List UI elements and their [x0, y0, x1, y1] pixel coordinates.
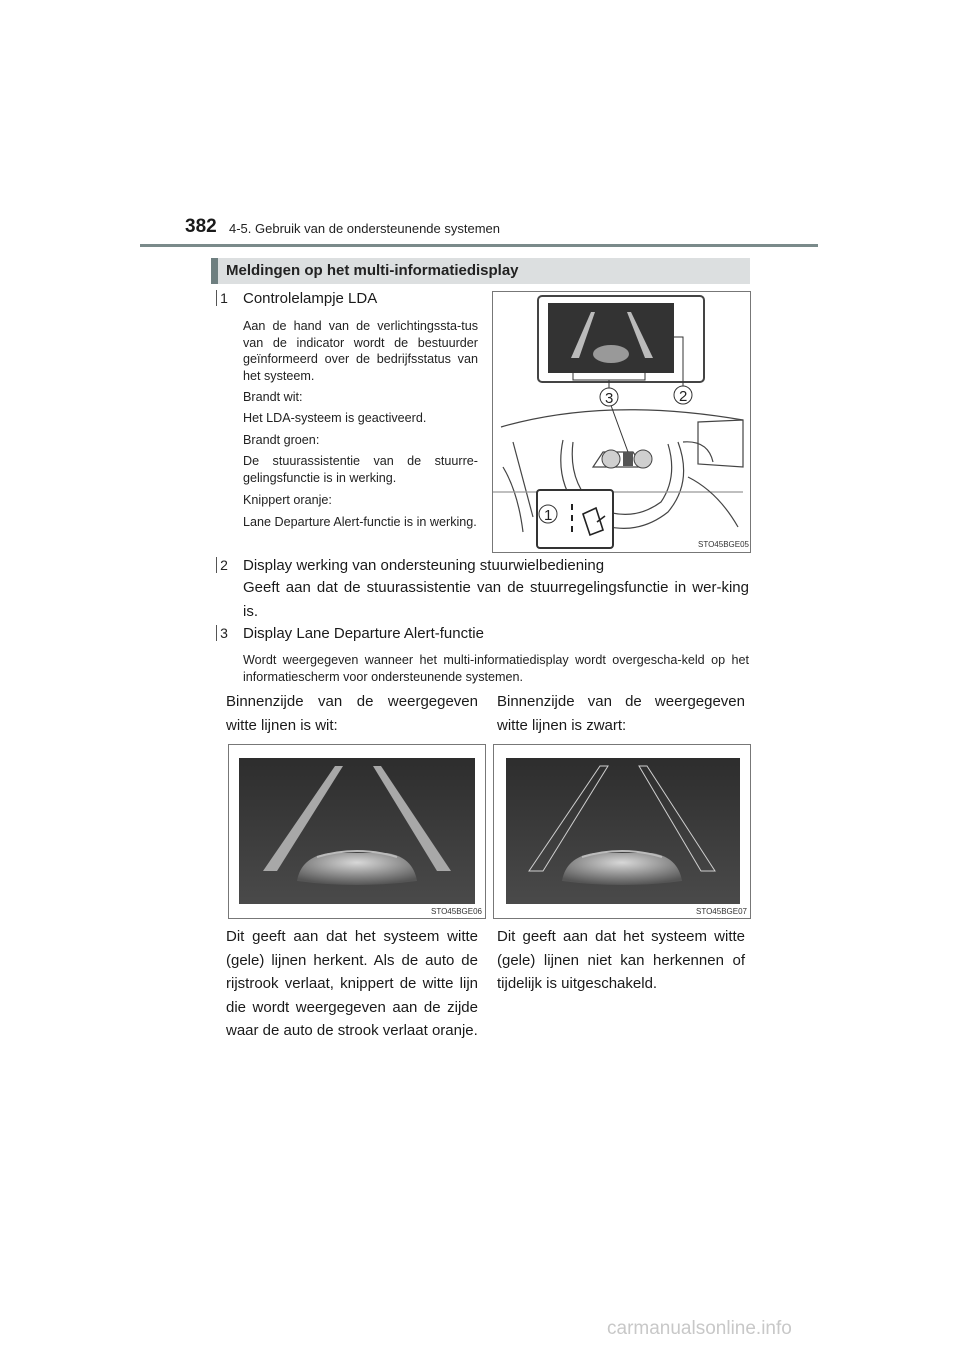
state-2-desc: De stuurassistentie van de stuurre-gelingsfunctie is in werking.	[243, 454, 478, 485]
section-accent	[211, 258, 218, 284]
header-rule	[140, 244, 818, 247]
number-icon-3: 3	[216, 625, 231, 641]
page-number: 382	[185, 216, 217, 237]
watermark: carmanualsonline.info	[607, 1318, 792, 1339]
section-heading-bar	[211, 258, 750, 284]
state-3-desc: Lane Departure Alert-functie is in werking.	[243, 515, 477, 529]
number-icon-2: 2	[216, 557, 231, 573]
lane-display-white-figure	[228, 744, 486, 919]
chapter-title: 4-5. Gebruik van de ondersteunende systemen	[229, 221, 501, 236]
section-title: Meldingen op het multi-informatiedisplay	[226, 262, 519, 279]
item-3-heading: Display Lane Departure Alert-functie	[243, 625, 484, 642]
comparison-left-desc: Dit geeft aan dat het systeem witte (gele) lijnen herkent. Als de auto de rijstrook verlaat, knippert de witte lijn die wordt weergegeven aan de zijde waar de auto de strook verlaat oranje.	[226, 928, 478, 1039]
lane-display-black	[494, 745, 750, 918]
item-2-desc: Geeft aan dat de stuurassistentie van de stuurregelingsfunctie in wer-king is.	[243, 579, 749, 620]
callout-3: 3	[605, 390, 614, 407]
state-1-label: Brandt wit:	[243, 390, 303, 404]
item-1-heading: Controlelampje LDA	[243, 290, 378, 307]
comparison-right-desc: Dit geeft aan dat het systeem witte (gele) lijnen niet kan herkennen of tijdelijk is uitgeschakeld.	[497, 928, 745, 992]
lane-display-white	[229, 745, 485, 918]
item-3-desc: Wordt weergegeven wanneer het multi-informatiedisplay wordt overgescha-keld op het informatiescherm voor ondersteunende systemen.	[243, 653, 749, 684]
callout-2: 2	[679, 388, 688, 405]
comparison-right-heading: Binnenzijde van de weergegeven witte lijnen is zwart:	[497, 693, 745, 734]
figure-code-main: STO45BGE05	[698, 540, 749, 549]
figure-code-left: STO45BGE06	[431, 907, 482, 916]
lane-display-black-figure	[493, 744, 751, 919]
state-3-label: Knippert oranje:	[243, 493, 332, 507]
dashboard-figure	[492, 291, 751, 553]
state-1-desc: Het LDA-systeem is geactiveerd.	[243, 411, 427, 425]
dashboard-illustration	[493, 292, 750, 552]
comparison-left-heading: Binnenzijde van de weergegeven witte lijnen is wit:	[226, 693, 478, 734]
state-2-label: Brandt groen:	[243, 433, 320, 447]
number-icon-1: 1	[216, 290, 231, 306]
figure-code-right: STO45BGE07	[696, 907, 747, 916]
item-1-intro: Aan de hand van de verlichtingssta-tus van de indicator wordt de bestuurder geïnformeerd over de bedrijfsstatus van het systeem.	[243, 319, 478, 383]
callout-1: 1	[544, 507, 553, 524]
item-2-heading: Display werking van ondersteuning stuurwielbediening	[243, 557, 605, 574]
